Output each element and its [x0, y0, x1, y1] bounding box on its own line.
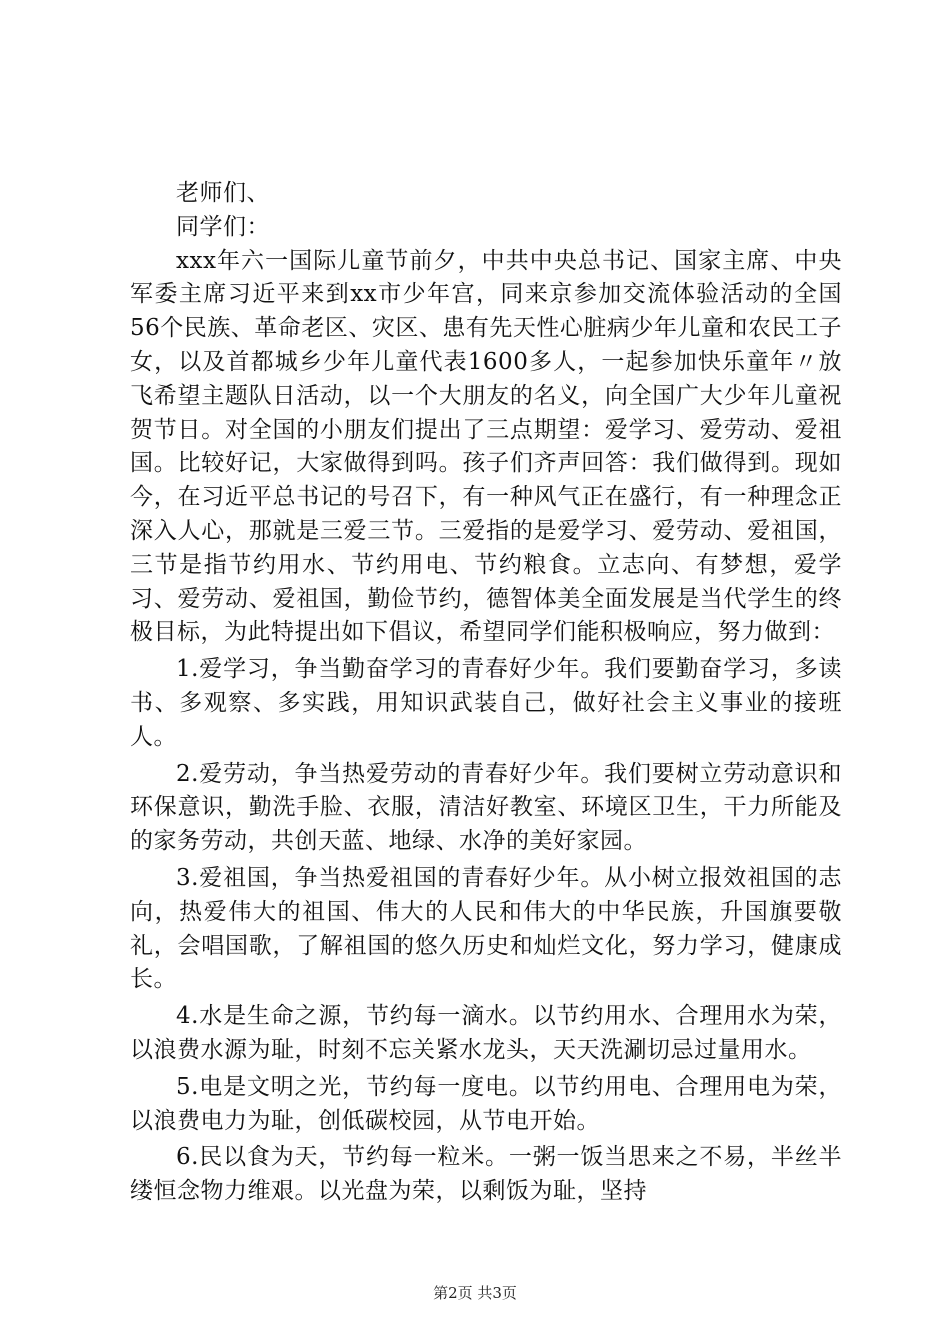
page-number-footer: 第2页 共3页 — [433, 1284, 517, 1302]
proposal-item-6: 6.民以食为天，节约每一粒米。一粥一饭当思来之不易，半丝半缕恒念物力维艰。以光盘为荣，以剩饭为耻，坚持 — [130, 1144, 842, 1205]
proposal-item-1: 1.爱学习，争当勤奋学习的青春好少年。我们要勤奋学习，多读书、多观察、多实践，用知识武装自己，做好社会主义事业的接班人。 — [130, 656, 842, 750]
document-body — [130, 177, 842, 1209]
intro-paragraph: xxx年六一国际儿童节前夕，中共中央总书记、国家主席、中央军委主席习近平来到xx市少年宫，同来京参加交流体验活动的全国56个民族、革命老区、灾区、患有先天性心脏病少年儿童和农民工子女，以及首都城乡少年儿童代表1600多人，一起参加快乐童年〃放飞希望主题队日活动，以一个大朋友的名义，向全国广大少年儿童祝贺节日。对全国的小朋友们提出了三点期望：爱学习、爱劳动、爱祖国。比较好记，大家做得到吗。孩子们齐声回答：我们做得到。现如今，在习近平总书记的号召下，有一种风气正在盛行，有一种理念正深入人心，那就是三爱三节。三爱指的是爱学习、爱劳动、爱祖国，三节是指节约用水、节约用电、节约粮食。立志向、有梦想，爱学习、爱劳动、爱祖国，勤俭节约，德智体美全面发展是当代学生的终极目标，为此特提出如下倡议，希望同学们能积极响应，努力做到： — [130, 247, 842, 646]
proposal-item-5: 5.电是文明之光，节约每一度电。以节约用电、合理用电为荣，以浪费电力为耻，创低碳校园，从节电开始。 — [130, 1073, 842, 1134]
salutation-students: 同学们： — [176, 213, 270, 240]
proposal-item-2: 2.爱劳动，争当热爱劳动的青春好少年。我们要树立劳动意识和环保意识，勤洗手脸、衣服，清洁好教室、环境区卫生，干力所能及的家务劳动，共创天蓝、地绿、水净的美好家园。 — [130, 760, 842, 855]
proposal-item-4: 4.水是生命之源，节约每一滴水。以节约用水、合理用水为荣，以浪费水源为耻，时刻不忘关紧水龙头，天天洗涮切忌过量用水。 — [130, 1003, 842, 1063]
salutation-teachers: 老师们、 — [176, 180, 270, 206]
proposal-item-3: 3.爱祖国，争当热爱祖国的青春好少年。从小树立报效祖国的志向，热爱伟大的祖国、伟大的人民和伟大的中华民族，升国旗要敬礼，会唱国歌，了解祖国的悠久历史和灿烂文化，努力学习，健康成长。 — [130, 864, 842, 993]
